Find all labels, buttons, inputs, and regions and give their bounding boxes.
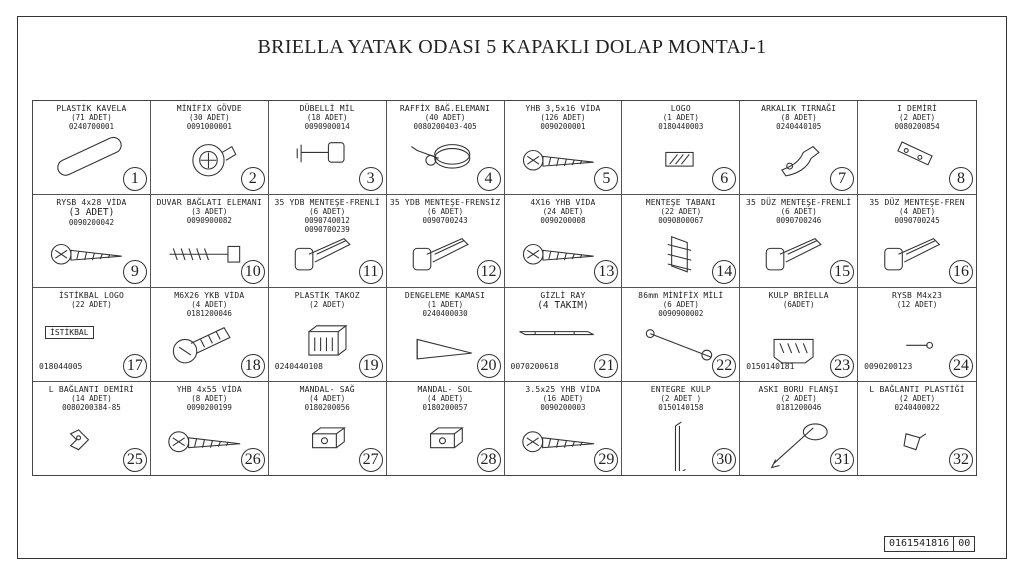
part-number-badge: 11 [359, 260, 383, 284]
parts-grid [32, 100, 977, 476]
part-quantity: (6 ADET) [309, 206, 346, 216]
part-number-badge: 19 [359, 354, 383, 378]
part-cell [151, 195, 269, 289]
part-quantity: (4 ADET) [899, 206, 936, 216]
part-number-badge: 21 [594, 354, 618, 378]
part-number-badge: 10 [241, 260, 265, 284]
part-name: KULP BRİELLA [768, 291, 829, 300]
part-quantity: (4 TAKIM) [537, 300, 589, 311]
part-number-badge: 29 [594, 448, 618, 472]
part-quantity: (71 ADET) [71, 113, 112, 122]
part-code: 0080200384-85 [62, 402, 121, 412]
part-code: 0150140158 [658, 402, 704, 412]
part-quantity: (126 ADET) [540, 113, 586, 122]
part-code: 0090900082 [186, 215, 232, 225]
part-code: 0090700245 [894, 215, 940, 225]
part-number-badge: 4 [477, 167, 501, 191]
part-number-badge: 12 [477, 260, 501, 284]
part-code: 0090900014 [304, 122, 350, 131]
part-code: 0180200056 [304, 402, 350, 412]
part-code: 0090200003 [540, 402, 586, 412]
part-quantity: (16 ADET) [542, 393, 584, 403]
part-number-badge: 32 [949, 448, 973, 472]
part-code: 0090900002 [658, 309, 704, 318]
part-name: M6X26 YKB VİDA [174, 291, 245, 300]
part-number-badge: 27 [359, 448, 383, 472]
part-code: 0090700246 [776, 215, 822, 225]
part-cell [269, 195, 387, 289]
part-name: 86mm MİNİFİX MİLİ [638, 291, 724, 300]
part-code: 0080200854 [894, 122, 940, 131]
part-cell [269, 382, 387, 476]
part-cell [740, 382, 858, 476]
part-name: İSTİKBAL LOGO [58, 291, 125, 300]
part-cell [505, 101, 623, 195]
part-number-badge: 8 [949, 167, 973, 191]
document-number: 0161541816 [889, 538, 950, 549]
part-quantity: (6ADET) [782, 300, 815, 309]
part-quantity: (6 ADET) [427, 206, 464, 216]
part-number-badge: 3 [359, 167, 383, 191]
part-code: 0090800067 [658, 215, 704, 225]
part-cell [269, 101, 387, 195]
part-number-badge: 17 [123, 354, 147, 378]
part-name: RYSB M4x23 [891, 291, 943, 300]
part-number-badge: 7 [830, 167, 854, 191]
part-name: RYSB 4x28 VİDA [56, 197, 127, 207]
part-cell [151, 101, 269, 195]
part-cell [622, 195, 740, 289]
part-name: ASKI BORU FLANŞI [758, 384, 839, 394]
part-name: MANDAL- SAĞ [299, 384, 355, 394]
part-cell [151, 382, 269, 476]
part-name: 3.5x25 YHB VİDA [525, 384, 601, 394]
part-cell [33, 382, 151, 476]
part-cell [622, 288, 740, 382]
part-code-alt: 0090700239 [304, 224, 350, 234]
part-code: 0091000001 [186, 122, 232, 131]
part-number-badge: 15 [830, 260, 854, 284]
part-name: DUVAR BAĞLATI ELEMANI [156, 197, 262, 207]
part-number-badge: 1 [123, 167, 147, 191]
part-number-badge: 14 [712, 260, 736, 284]
document-number-box [884, 536, 975, 552]
part-code: 0181200046 [776, 402, 822, 412]
part-cell [622, 382, 740, 476]
part-quantity: (8 ADET) [191, 393, 228, 403]
part-number-badge: 25 [123, 448, 147, 472]
part-code: 0090740012 [304, 215, 350, 225]
part-cell [858, 382, 976, 476]
part-number-badge: 9 [123, 260, 147, 284]
part-code: 0180200057 [422, 402, 468, 412]
part-name: MENTEŞE TABANI [645, 197, 716, 207]
page-title: BRIELLA YATAK ODASI 5 KAPAKLI DOLAP MONTAJ-1 [257, 36, 767, 58]
part-number-badge: 24 [949, 354, 973, 378]
part-code: 0150140181 [746, 361, 795, 371]
part-code: 0070200618 [510, 361, 559, 371]
document-revision: 00 [953, 537, 974, 551]
part-name: L BAĞLANTI DEMİRİ [48, 384, 135, 394]
part-quantity: (30 ADET) [188, 113, 230, 122]
part-name: 35 YDB MENTEŞE-FRENSİZ [389, 197, 501, 207]
part-code: 0240440108 [274, 361, 323, 371]
part-code: 0090200042 [68, 217, 115, 227]
part-number-badge: 22 [712, 354, 736, 378]
part-code: 0090200001 [540, 122, 586, 131]
part-number-badge: 18 [241, 354, 265, 378]
part-code: 0090700243 [422, 215, 468, 225]
part-cell [858, 195, 976, 289]
part-quantity: (1 ADET) [662, 113, 699, 122]
part-cell [387, 288, 505, 382]
part-number-badge: 2 [241, 167, 265, 191]
part-name: 35 YDB MENTEŞE-FRENLİ [274, 197, 380, 207]
part-number-badge: 28 [477, 448, 501, 472]
part-quantity: (18 ADET) [306, 113, 348, 122]
part-code: 0240700001 [68, 122, 115, 131]
part-quantity: (6 ADET) [662, 300, 699, 309]
part-name: MANDAL- SOL [417, 384, 473, 394]
part-cell [33, 101, 151, 195]
part-code: 0240440105 [776, 122, 822, 131]
part-name: DENGELEME KAMASI [404, 291, 486, 300]
part-quantity: (40 ADET) [424, 113, 466, 122]
part-quantity: (24 ADET) [542, 206, 584, 216]
part-quantity: (2 ADET ) [660, 393, 702, 403]
part-cell [858, 101, 976, 195]
part-number-badge: 13 [594, 260, 618, 284]
part-name: GİZLİ RAY [540, 291, 586, 300]
part-quantity: (2 ADET) [899, 113, 936, 122]
part-code: 018044005 [39, 361, 83, 371]
part-cell [505, 382, 623, 476]
part-name: LOGO [670, 104, 691, 113]
part-code: 0080200403-405 [413, 122, 477, 131]
part-quantity: (2 ADET) [899, 393, 936, 403]
part-number-badge: 20 [477, 354, 501, 378]
part-quantity: (2 ADET) [309, 300, 346, 309]
part-quantity: (14 ADET) [71, 393, 112, 403]
part-code: 0240400030 [422, 309, 468, 318]
part-quantity: (12 ADET) [896, 300, 938, 309]
part-quantity: (22 ADET) [660, 206, 702, 216]
part-name: L BAĞLANTI PLASTİĞİ [869, 384, 965, 394]
part-quantity: (22 ADET) [71, 300, 112, 309]
part-code: 0090200123 [864, 361, 913, 371]
part-name: MİNİFİX GÖVDE [176, 104, 242, 113]
part-quantity: (8 ADET) [780, 113, 817, 122]
istikbal-badge: İSTİKBAL [45, 326, 94, 339]
part-cell [33, 288, 151, 382]
part-quantity: (4 ADET) [309, 393, 346, 403]
part-cell [505, 195, 623, 289]
part-cell [740, 195, 858, 289]
part-number-badge: 6 [712, 167, 736, 191]
part-number-badge: 30 [712, 448, 736, 472]
part-cell [740, 288, 858, 382]
part-name: DÜBELLİ MİL [299, 104, 355, 113]
part-code: 0090200199 [186, 402, 232, 412]
part-cell [269, 288, 387, 382]
part-name: RAFFİX BAĞ.ELEMANI [399, 104, 491, 113]
part-number-badge: 26 [241, 448, 265, 472]
part-quantity: (2 ADET) [780, 393, 817, 403]
part-cell [505, 288, 623, 382]
part-quantity: (3 ADET) [68, 206, 115, 218]
part-quantity: (6 ADET) [780, 206, 817, 216]
part-code: 0240400022 [894, 402, 940, 412]
part-code: 0181200046 [186, 309, 232, 318]
part-number-badge: 31 [830, 448, 854, 472]
part-name: I DEMİRİ [896, 104, 938, 113]
part-quantity: (4 ADET) [191, 300, 228, 309]
part-name: YHB 4x55 VİDA [176, 384, 242, 394]
part-cell [622, 101, 740, 195]
part-number-badge: 23 [830, 354, 854, 378]
part-quantity: (4 ADET) [427, 393, 464, 403]
part-name: 35 DÜZ MENTEŞE-FRENLİ [746, 197, 852, 207]
part-name: PLASTİK KAVELA [56, 104, 127, 113]
part-number-badge: 16 [949, 260, 973, 284]
part-cell [387, 195, 505, 289]
part-name: 4X16 YHB VİDA [530, 197, 596, 207]
part-cell [740, 101, 858, 195]
part-number-badge: 5 [594, 167, 618, 191]
part-cell [33, 195, 151, 289]
part-code: 0180440003 [658, 122, 704, 131]
part-cell [387, 101, 505, 195]
part-name: PLASTİK TAKOZ [294, 291, 360, 300]
part-cell [151, 288, 269, 382]
part-name: ENTEGRE KULP [650, 384, 711, 394]
part-code: 0090200008 [540, 215, 586, 225]
part-name: YHB 3,5x16 VİDA [525, 104, 601, 113]
part-quantity: (1 ADET) [427, 300, 464, 309]
part-cell [387, 382, 505, 476]
part-name: 35 DÜZ MENTEŞE-FREN [869, 197, 965, 207]
part-cell [858, 288, 976, 382]
part-quantity: (3 ADET) [191, 206, 228, 216]
part-name: ARKALIK TIRNAĞI [761, 104, 837, 113]
